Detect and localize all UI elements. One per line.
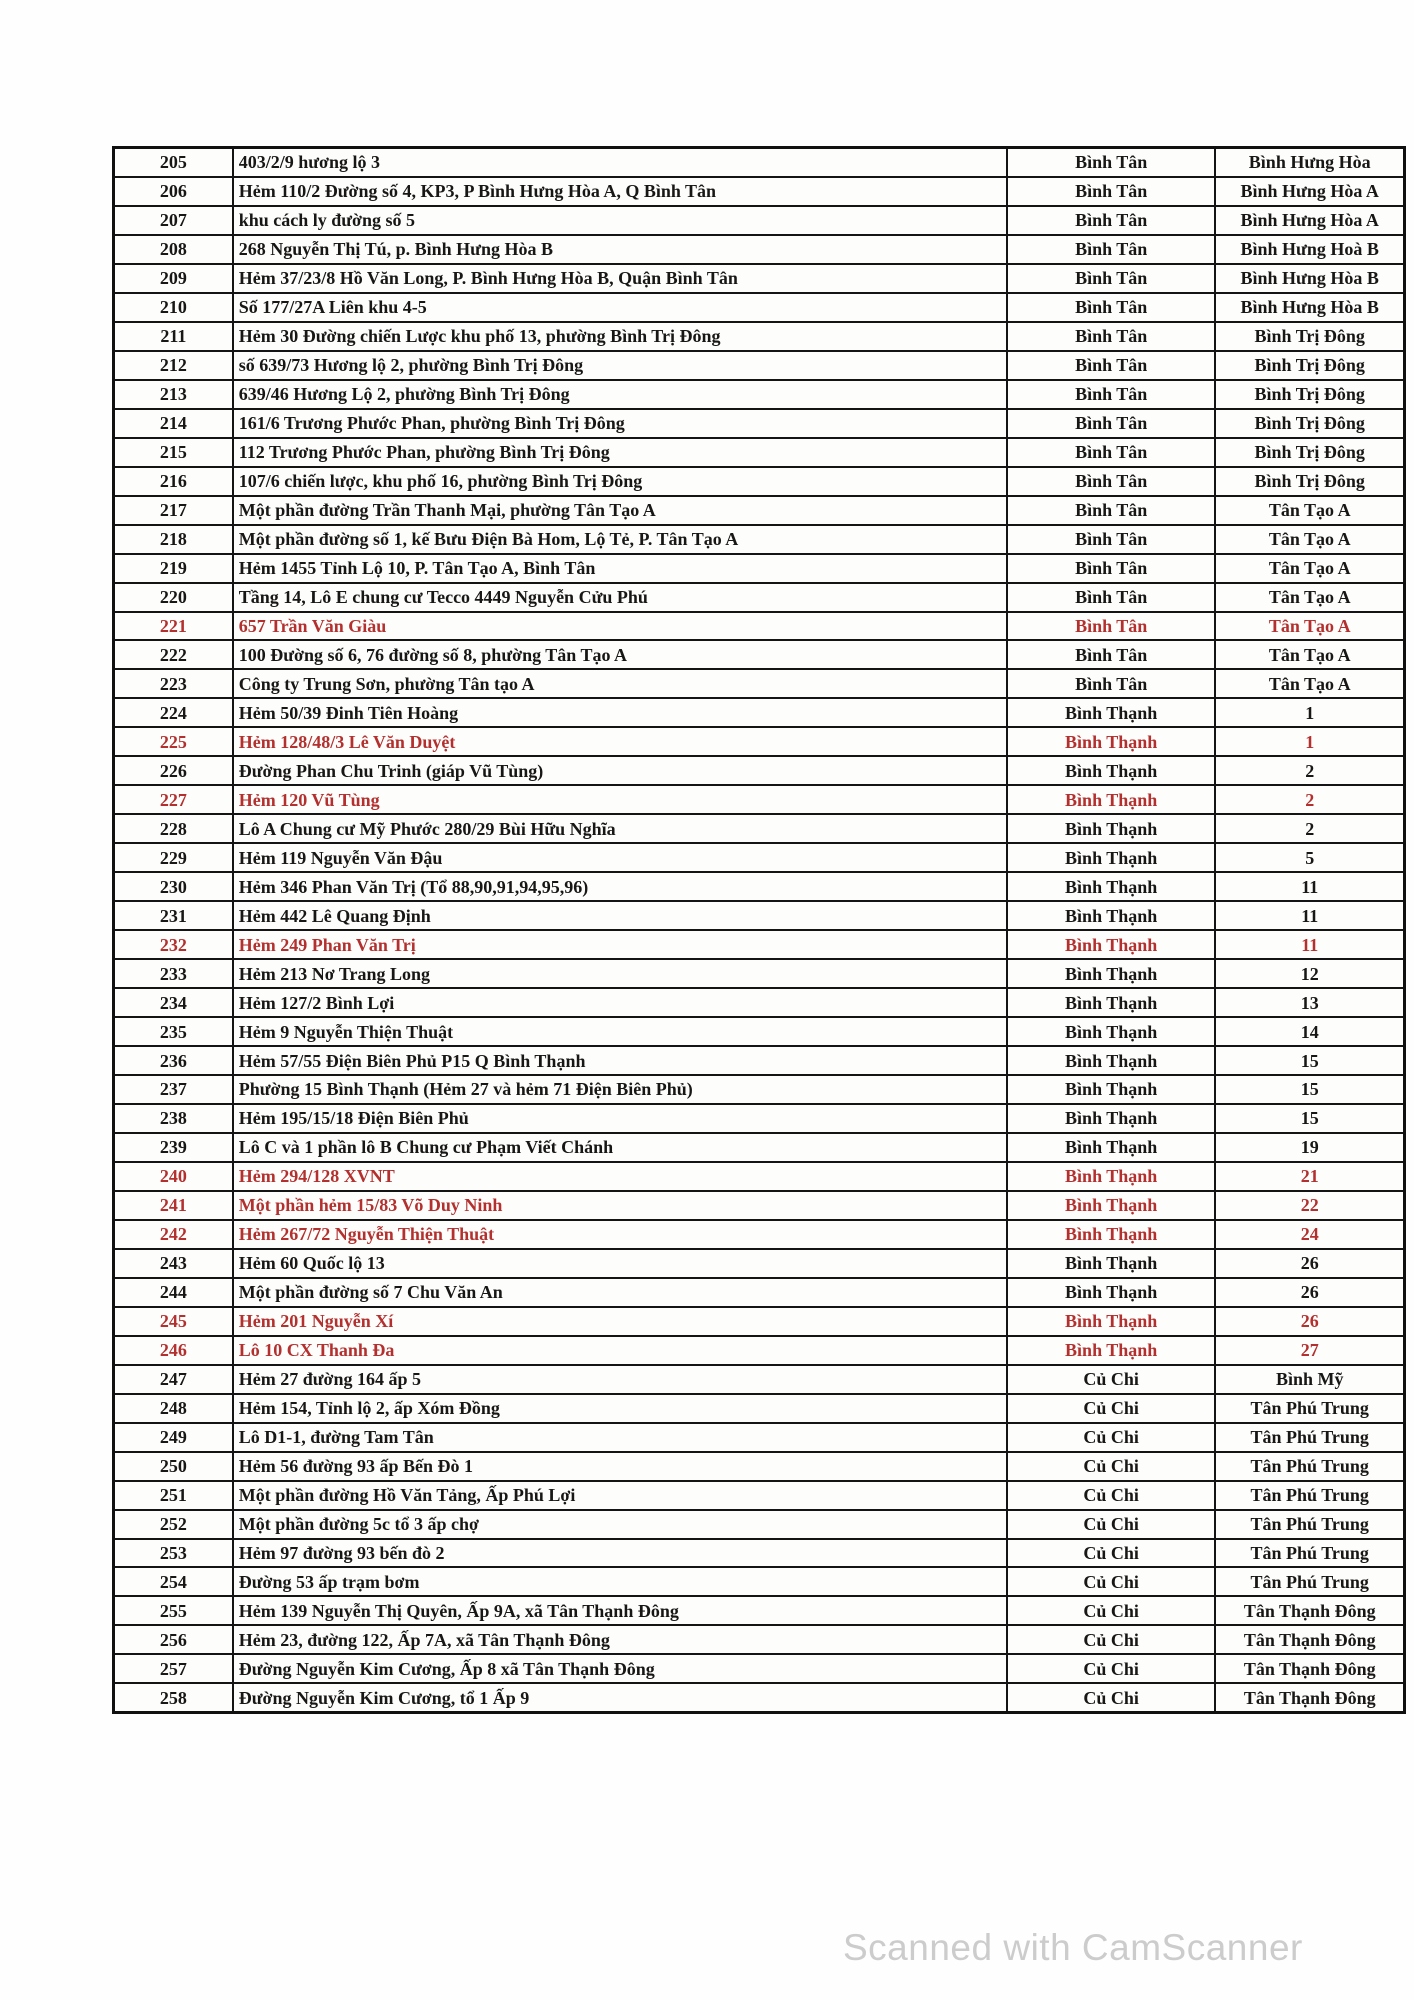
row-number-cell: 216 (115, 468, 234, 495)
table-row (115, 1655, 1403, 1684)
ward-cell: Bình Hưng Hoà B (1240, 239, 1379, 260)
row-number-cell: 208 (115, 236, 234, 263)
row-number-cell: 254 (115, 1568, 234, 1595)
row-number-cell: 229 (115, 844, 234, 871)
ward-cell: 11 (1301, 905, 1319, 926)
row-number-cell: 206 (115, 178, 234, 205)
table-row (115, 960, 1403, 989)
table-row (115, 1018, 1403, 1047)
district-cell: Bình Tân (1008, 613, 1217, 640)
address-cell: Tầng 14, Lô E chung cư Tecco 4449 Nguyễn Cửu Phú (234, 584, 1008, 611)
table-row (115, 497, 1403, 526)
address-cell: Lô A Chung cư Mỹ Phước 280/29 Bùi Hữu Nghĩa (234, 815, 1008, 842)
ward-cell: Tân Tạo A (1268, 615, 1351, 636)
row-number-cell: 205 (115, 149, 234, 176)
district-cell: Bình Thạnh (1008, 786, 1217, 813)
address-cell: Hẻm 128/48/3 Lê Văn Duyệt (234, 728, 1008, 755)
district-cell: Bình Thạnh (1008, 931, 1217, 958)
ward-cell: 1 (1305, 731, 1315, 752)
district-cell: Củ Chi (1008, 1395, 1217, 1422)
row-number-cell: 251 (115, 1482, 234, 1509)
row-number-cell: 241 (115, 1192, 234, 1219)
row-number-cell: 236 (115, 1047, 234, 1074)
table-row (115, 410, 1403, 439)
table-row (115, 439, 1403, 468)
table-row (115, 902, 1403, 931)
address-cell: Phường 15 Bình Thạnh (Hẻm 27 và hẻm 71 Điện Biên Phủ) (234, 1076, 1008, 1103)
district-cell: Bình Tân (1008, 236, 1217, 263)
table-row (115, 1453, 1403, 1482)
address-cell: Lô 10 CX Thanh Đa (234, 1337, 1008, 1364)
district-cell: Bình Tân (1008, 439, 1217, 466)
address-cell: 112 Trương Phước Phan, phường Bình Trị Đông (234, 439, 1008, 466)
address-cell: Hẻm 27 đường 164 ấp 5 (234, 1366, 1008, 1393)
row-number-cell: 223 (115, 670, 234, 697)
district-cell: Bình Thạnh (1008, 728, 1217, 755)
table-row (115, 786, 1403, 815)
ward-cell: Tân Phú Trung (1250, 1427, 1369, 1448)
address-cell: Hẻm 120 Vũ Tùng (234, 786, 1008, 813)
row-number-cell: 222 (115, 641, 234, 668)
address-cell: Hẻm 267/72 Nguyễn Thiện Thuật (234, 1221, 1008, 1248)
row-number-cell: 257 (115, 1655, 234, 1682)
address-cell: 107/6 chiến lược, khu phố 16, phường Bình Trị Đông (234, 468, 1008, 495)
district-cell: Củ Chi (1008, 1482, 1217, 1509)
table-row (115, 555, 1403, 584)
table-row (115, 613, 1403, 642)
table-row (115, 352, 1403, 381)
row-number-cell: 225 (115, 728, 234, 755)
row-number-cell: 211 (115, 323, 234, 350)
district-cell: Bình Tân (1008, 497, 1217, 524)
ward-cell: Tân Tạo A (1268, 673, 1351, 694)
district-cell: Bình Tân (1008, 265, 1217, 292)
table-row (115, 989, 1403, 1018)
district-cell: Củ Chi (1008, 1626, 1217, 1653)
ward-cell: 26 (1300, 1311, 1319, 1332)
district-cell: Bình Tân (1008, 641, 1217, 668)
address-cell: Hẻm 442 Lê Quang Định (234, 902, 1008, 929)
table-row (115, 670, 1403, 699)
table-row (115, 323, 1403, 352)
ward-cell: 2 (1305, 789, 1315, 810)
district-cell: Củ Chi (1008, 1568, 1217, 1595)
ward-cell: 11 (1301, 934, 1319, 955)
ward-cell: Tân Thạnh Đông (1243, 1687, 1376, 1708)
ward-cell: 15 (1300, 1108, 1319, 1129)
row-number-cell: 255 (115, 1597, 234, 1624)
address-cell: Số 177/27A Liên khu 4-5 (234, 294, 1008, 321)
ward-cell: 21 (1300, 1166, 1319, 1187)
row-number-cell: 250 (115, 1453, 234, 1480)
table-row (115, 1366, 1403, 1395)
row-number-cell: 219 (115, 555, 234, 582)
table-row (115, 1424, 1403, 1453)
row-number-cell: 246 (115, 1337, 234, 1364)
table-row (115, 584, 1403, 613)
address-cell: Lô D1-1, đường Tam Tân (234, 1424, 1008, 1451)
district-cell: Bình Thạnh (1008, 757, 1217, 784)
address-cell: Đường Nguyễn Kim Cương, Ấp 8 xã Tân Thạnh Đông (234, 1655, 1008, 1682)
address-cell: Hẻm 56 đường 93 ấp Bến Đò 1 (234, 1453, 1008, 1480)
ward-cell: Tân Thạnh Đông (1243, 1658, 1376, 1679)
table-row (115, 236, 1403, 265)
ward-cell: Tân Phú Trung (1250, 1514, 1369, 1535)
table-row (115, 931, 1403, 960)
table-row (115, 1250, 1403, 1279)
address-cell: 639/46 Hương Lộ 2, phường Bình Trị Đông (234, 381, 1008, 408)
address-cell: Một phần đường Trần Thanh Mại, phường Tân Tạo A (234, 497, 1008, 524)
table-row (115, 1192, 1403, 1221)
ward-cell: 11 (1301, 876, 1319, 897)
ward-cell: Bình Hưng Hòa A (1240, 181, 1379, 202)
district-cell: Bình Thạnh (1008, 873, 1217, 900)
ward-cell: Bình Hưng Hòa A (1240, 210, 1379, 231)
address-cell: Hẻm 97 đường 93 bến đò 2 (234, 1540, 1008, 1567)
table-row (115, 873, 1403, 902)
district-cell: Bình Tân (1008, 468, 1217, 495)
row-number-cell: 234 (115, 989, 234, 1016)
district-cell: Bình Thạnh (1008, 1250, 1217, 1277)
address-cell: Đường 53 ấp trạm bơm (234, 1568, 1008, 1595)
row-number-cell: 238 (115, 1105, 234, 1132)
table-row (115, 149, 1403, 178)
row-number-cell: 230 (115, 873, 234, 900)
table-row (115, 526, 1403, 555)
ward-cell: 2 (1305, 760, 1315, 781)
address-cell: Hẻm 1455 Tỉnh Lộ 10, P. Tân Tạo A, Bình Tân (234, 555, 1008, 582)
address-cell: Hẻm 139 Nguyễn Thị Quyên, Ấp 9A, xã Tân Thạnh Đông (234, 1597, 1008, 1624)
address-cell: 657 Trần Văn Giàu (234, 613, 1008, 640)
table-row (115, 207, 1403, 236)
table-row (115, 1482, 1403, 1511)
table-row (115, 1337, 1403, 1366)
row-number-cell: 224 (115, 699, 234, 726)
ward-cell: Tân Tạo A (1268, 529, 1351, 550)
ward-cell: 19 (1300, 1137, 1319, 1158)
row-number-cell: 253 (115, 1540, 234, 1567)
ward-cell: 14 (1300, 1021, 1319, 1042)
address-cell: Công ty Trung Sơn, phường Tân tạo A (234, 670, 1008, 697)
table-row (115, 1684, 1403, 1711)
table-row (115, 381, 1403, 410)
district-cell: Bình Tân (1008, 381, 1217, 408)
district-cell: Bình Tân (1008, 323, 1217, 350)
row-number-cell: 233 (115, 960, 234, 987)
district-cell: Bình Tân (1008, 555, 1217, 582)
ward-cell: Bình Trị Đông (1254, 413, 1365, 434)
address-cell: Một phần hẻm 15/83 Võ Duy Ninh (234, 1192, 1008, 1219)
address-cell: 268 Nguyễn Thị Tú, p. Bình Hưng Hòa B (234, 236, 1008, 263)
ward-cell: Bình Trị Đông (1254, 355, 1365, 376)
table-row (115, 844, 1403, 873)
district-cell: Bình Thạnh (1008, 989, 1217, 1016)
district-cell: Bình Thạnh (1008, 1279, 1217, 1306)
row-number-cell: 228 (115, 815, 234, 842)
table-row (115, 699, 1403, 728)
address-cell: Một phần đường số 7 Chu Văn An (234, 1279, 1008, 1306)
table-row (115, 178, 1403, 207)
address-cell: khu cách ly đường số 5 (234, 207, 1008, 234)
row-number-cell: 240 (115, 1163, 234, 1190)
address-cell: Hẻm 127/2 Bình Lợi (234, 989, 1008, 1016)
ward-cell: 13 (1300, 992, 1319, 1013)
row-number-cell: 218 (115, 526, 234, 553)
row-number-cell: 239 (115, 1134, 234, 1161)
address-cell: Hẻm 154, Tỉnh lộ 2, ấp Xóm Đồng (234, 1395, 1008, 1422)
ward-cell: Tân Tạo A (1268, 587, 1351, 608)
table-row (115, 1540, 1403, 1569)
ward-cell: Bình Hưng Hòa B (1240, 297, 1379, 318)
table-row (115, 757, 1403, 786)
row-number-cell: 213 (115, 381, 234, 408)
ward-cell: Bình Hưng Hòa B (1240, 268, 1379, 289)
district-cell: Củ Chi (1008, 1453, 1217, 1480)
row-number-cell: 248 (115, 1395, 234, 1422)
row-number-cell: 220 (115, 584, 234, 611)
district-cell: Bình Thạnh (1008, 1134, 1217, 1161)
ward-cell: Tân Phú Trung (1250, 1485, 1369, 1506)
ward-cell: 5 (1305, 847, 1315, 868)
table-row (115, 815, 1403, 844)
row-number-cell: 227 (115, 786, 234, 813)
ward-cell: Tân Tạo A (1268, 558, 1351, 579)
ward-cell: 26 (1300, 1253, 1319, 1274)
ward-cell: 2 (1305, 818, 1315, 839)
address-cell: Hẻm 50/39 Đinh Tiên Hoàng (234, 699, 1008, 726)
address-table (112, 146, 1406, 1714)
address-cell: số 639/73 Hương lộ 2, phường Bình Trị Đông (234, 352, 1008, 379)
address-cell: Hẻm 60 Quốc lộ 13 (234, 1250, 1008, 1277)
address-cell: Đường Phan Chu Trinh (giáp Vũ Tùng) (234, 757, 1008, 784)
table-row (115, 294, 1403, 323)
row-number-cell: 237 (115, 1076, 234, 1103)
district-cell: Bình Thạnh (1008, 960, 1217, 987)
address-cell: Một phần đường Hồ Văn Tảng, Ấp Phú Lợi (234, 1482, 1008, 1509)
district-cell: Củ Chi (1008, 1597, 1217, 1624)
address-cell: Một phần đường số 1, kế Bưu Điện Bà Hom, Lộ Tẻ, P. Tân Tạo A (234, 526, 1008, 553)
district-cell: Củ Chi (1008, 1424, 1217, 1451)
district-cell: Bình Thạnh (1008, 1337, 1217, 1364)
row-number-cell: 243 (115, 1250, 234, 1277)
ward-cell: Bình Trị Đông (1254, 384, 1365, 405)
ward-cell: Tân Phú Trung (1250, 1571, 1369, 1592)
row-number-cell: 252 (115, 1511, 234, 1538)
row-number-cell: 242 (115, 1221, 234, 1248)
district-cell: Bình Tân (1008, 584, 1217, 611)
row-number-cell: 256 (115, 1626, 234, 1653)
ward-cell: Tân Thạnh Đông (1243, 1629, 1376, 1650)
address-cell: Hẻm 110/2 Đường số 4, KP3, P Bình Hưng Hòa A, Q Bình Tân (234, 178, 1008, 205)
ward-cell: 1 (1305, 702, 1315, 723)
ward-cell: 12 (1300, 963, 1319, 984)
ward-cell: 15 (1300, 1050, 1319, 1071)
district-cell: Bình Thạnh (1008, 1308, 1217, 1335)
row-number-cell: 245 (115, 1308, 234, 1335)
camscanner-watermark: Scanned with CamScanner (843, 1927, 1303, 1968)
district-cell: Củ Chi (1008, 1655, 1217, 1682)
row-number-cell: 226 (115, 757, 234, 784)
address-cell: Đường Nguyễn Kim Cương, tổ 1 Ấp 9 (234, 1684, 1008, 1711)
table-row (115, 1395, 1403, 1424)
ward-cell: Tân Tạo A (1268, 500, 1351, 521)
district-cell: Bình Thạnh (1008, 844, 1217, 871)
district-cell: Bình Thạnh (1008, 1105, 1217, 1132)
district-cell: Bình Tân (1008, 178, 1217, 205)
row-number-cell: 258 (115, 1684, 234, 1711)
address-cell: 403/2/9 hương lộ 3 (234, 149, 1008, 176)
ward-cell: 22 (1300, 1195, 1319, 1216)
row-number-cell: 235 (115, 1018, 234, 1045)
row-number-cell: 212 (115, 352, 234, 379)
district-cell: Bình Thạnh (1008, 1047, 1217, 1074)
district-cell: Bình Thạnh (1008, 699, 1217, 726)
ward-cell: Bình Trị Đông (1254, 471, 1365, 492)
table-row (115, 1076, 1403, 1105)
table-row (115, 1597, 1403, 1626)
address-cell: 100 Đường số 6, 76 đường số 8, phường Tân Tạo A (234, 641, 1008, 668)
district-cell: Bình Thạnh (1008, 1221, 1217, 1248)
ward-cell: Bình Trị Đông (1254, 442, 1365, 463)
district-cell: Bình Tân (1008, 526, 1217, 553)
ward-cell: Tân Tạo A (1268, 644, 1351, 665)
district-cell: Bình Thạnh (1008, 902, 1217, 929)
district-cell: Bình Thạnh (1008, 1163, 1217, 1190)
ward-cell: Tân Phú Trung (1250, 1456, 1369, 1477)
ward-cell: 27 (1300, 1340, 1319, 1361)
table-row (115, 1308, 1403, 1337)
row-number-cell: 232 (115, 931, 234, 958)
address-cell: Lô C và 1 phần lô B Chung cư Phạm Viết Chánh (234, 1134, 1008, 1161)
district-cell: Bình Tân (1008, 410, 1217, 437)
table-row (115, 1626, 1403, 1655)
row-number-cell: 215 (115, 439, 234, 466)
district-cell: Bình Tân (1008, 207, 1217, 234)
district-cell: Củ Chi (1008, 1684, 1217, 1711)
district-cell: Củ Chi (1008, 1366, 1217, 1393)
table-row (115, 1511, 1403, 1540)
row-number-cell: 209 (115, 265, 234, 292)
table-row (115, 265, 1403, 294)
address-cell: 161/6 Trương Phước Phan, phường Bình Trị Đông (234, 410, 1008, 437)
address-cell: Hẻm 37/23/8 Hồ Văn Long, P. Bình Hưng Hòa B, Quận Bình Tân (234, 265, 1008, 292)
district-cell: Củ Chi (1008, 1540, 1217, 1567)
row-number-cell: 221 (115, 613, 234, 640)
address-cell: Hẻm 294/128 XVNT (234, 1163, 1008, 1190)
district-cell: Bình Tân (1008, 352, 1217, 379)
address-cell: Hẻm 57/55 Điện Biên Phủ P15 Q Bình Thạnh (234, 1047, 1008, 1074)
table-row (115, 1105, 1403, 1134)
district-cell: Bình Thạnh (1008, 1018, 1217, 1045)
table-row (115, 1047, 1403, 1076)
ward-cell: Bình Mỹ (1275, 1369, 1344, 1390)
row-number-cell: 217 (115, 497, 234, 524)
district-cell: Bình Tân (1008, 294, 1217, 321)
row-number-cell: 249 (115, 1424, 234, 1451)
address-cell: Hẻm 30 Đường chiến Lược khu phố 13, phường Bình Trị Đông (234, 323, 1008, 350)
table-row (115, 1163, 1403, 1192)
address-cell: Hẻm 201 Nguyễn Xí (234, 1308, 1008, 1335)
table-row (115, 1568, 1403, 1597)
district-cell: Bình Tân (1008, 149, 1217, 176)
row-number-cell: 210 (115, 294, 234, 321)
address-cell: Hẻm 119 Nguyễn Văn Đậu (234, 844, 1008, 871)
address-cell: Hẻm 195/15/18 Điện Biên Phủ (234, 1105, 1008, 1132)
table-row (115, 641, 1403, 670)
district-cell: Bình Thạnh (1008, 1076, 1217, 1103)
table-row (115, 1134, 1403, 1163)
district-cell: Củ Chi (1008, 1511, 1217, 1538)
ward-cell: Tân Phú Trung (1250, 1542, 1369, 1563)
table-row (115, 1221, 1403, 1250)
ward-cell: 26 (1300, 1282, 1319, 1303)
row-number-cell: 247 (115, 1366, 234, 1393)
ward-cell: Bình Hưng Hòa (1248, 152, 1371, 173)
address-cell: Hẻm 213 Nơ Trang Long (234, 960, 1008, 987)
address-cell: Hẻm 9 Nguyễn Thiện Thuật (234, 1018, 1008, 1045)
address-cell: Hẻm 346 Phan Văn Trị (Tổ 88,90,91,94,95,96) (234, 873, 1008, 900)
address-cell: Hẻm 249 Phan Văn Trị (234, 931, 1008, 958)
ward-cell: Bình Trị Đông (1254, 326, 1365, 347)
row-number-cell: 244 (115, 1279, 234, 1306)
district-cell: Bình Thạnh (1008, 815, 1217, 842)
row-number-cell: 207 (115, 207, 234, 234)
ward-cell: Tân Phú Trung (1250, 1398, 1369, 1419)
ward-cell: Tân Thạnh Đông (1243, 1600, 1376, 1621)
row-number-cell: 214 (115, 410, 234, 437)
district-cell: Bình Tân (1008, 670, 1217, 697)
address-cell: Một phần đường 5c tổ 3 ấp chợ (234, 1511, 1008, 1538)
row-number-cell: 231 (115, 902, 234, 929)
table-row (115, 1279, 1403, 1308)
address-cell: Hẻm 23, đường 122, Ấp 7A, xã Tân Thạnh Đông (234, 1626, 1008, 1653)
district-cell: Bình Thạnh (1008, 1192, 1217, 1219)
table-row (115, 728, 1403, 757)
table-row (115, 468, 1403, 497)
ward-cell: 15 (1300, 1079, 1319, 1100)
ward-cell: 24 (1300, 1224, 1319, 1245)
